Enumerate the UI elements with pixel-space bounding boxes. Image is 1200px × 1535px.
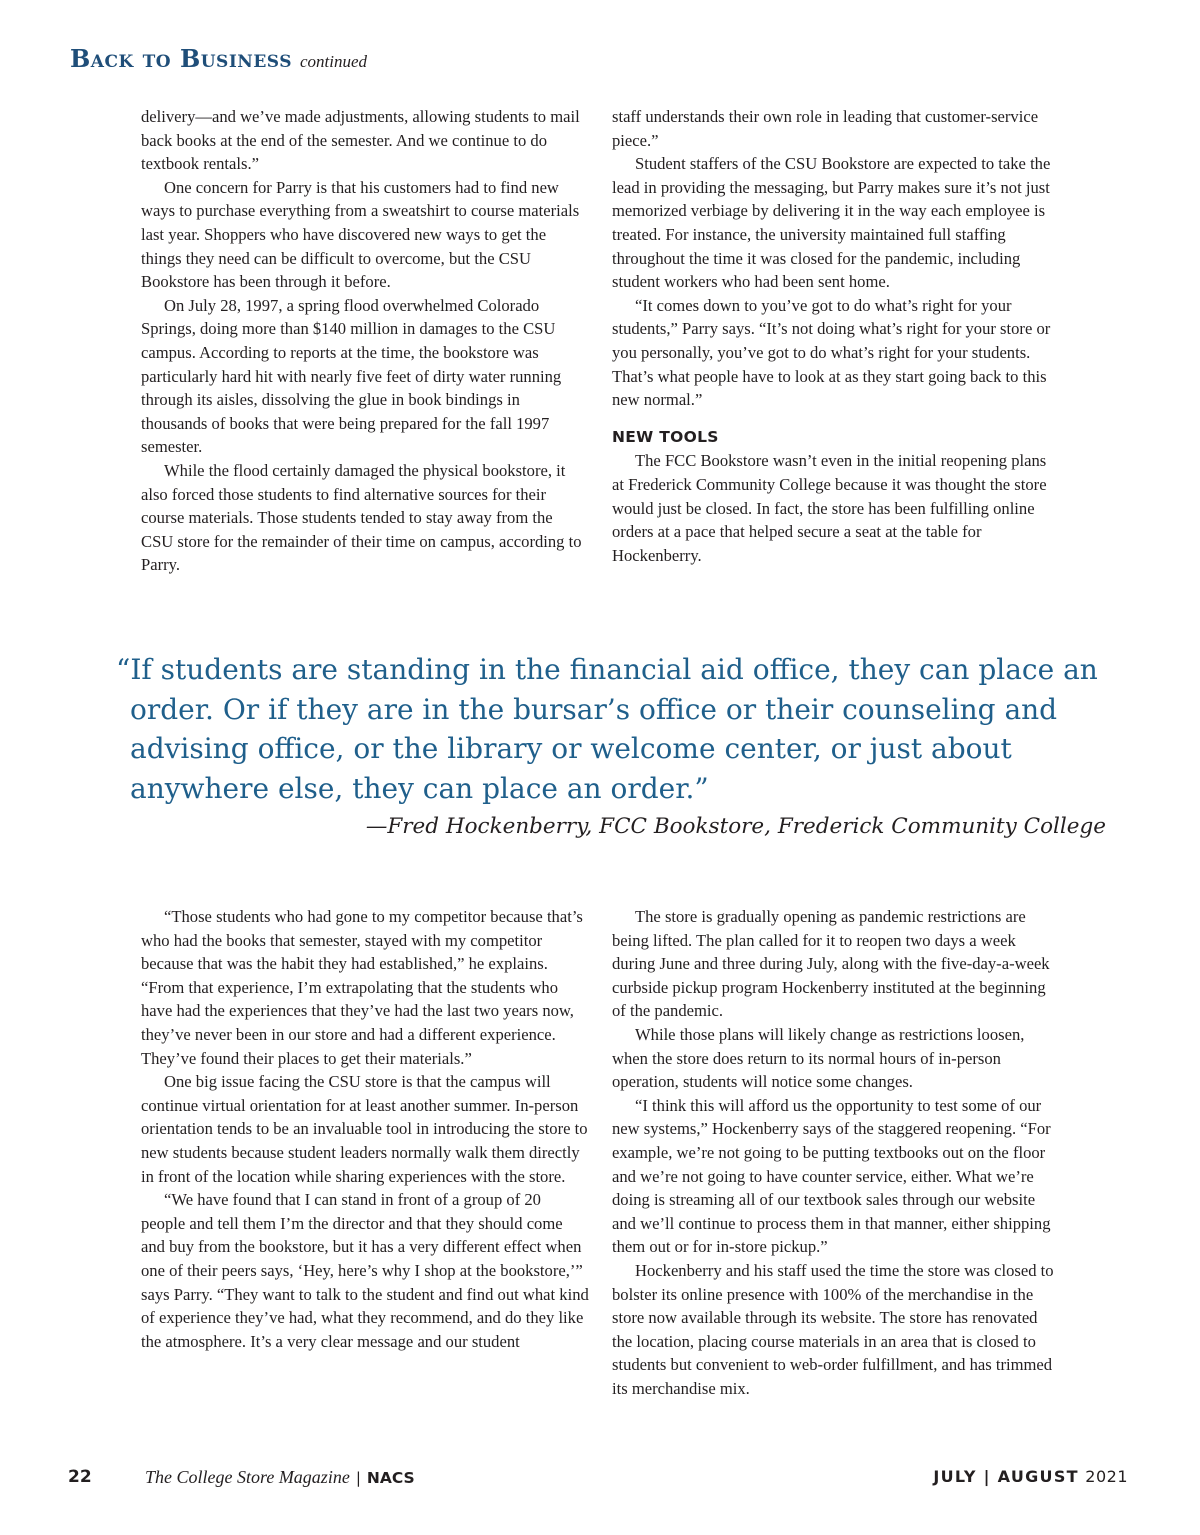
column-bottom-right	[612, 905, 1060, 1400]
continued-label: continued	[299, 52, 368, 71]
issue-date	[933, 1467, 1128, 1486]
section-title: Back to Business	[70, 44, 292, 73]
pull-quote-text: “If students are standing in the financial aid office, they can place an order. Or if they are in the bursar’s office or their counseling and advising office, or the library or welcome center, or just about anywhere else, they can place an order.”	[116, 653, 1098, 805]
issue-year: 2021	[1085, 1467, 1128, 1486]
paragraph: While the flood certainly damaged the physical bookstore, it also forced those students to find alternative sources for their course materials. Those students tended to stay away from the CSU store for the remainder of their time on campus, according to Parry.	[141, 460, 582, 575]
paragraph: “We have found that I can stand in front of a group of 20 people and tell them I’m the director and that they should come and buy from the bookstore, but it has a very different effect when one of their peers says, ‘Hey, here’s why I shop at the bookstore,’” says Parry. “They want to talk to the student and find out what kind of experience they’ve had, what they recommend, and do they like the atmosphere. It’s a very clear message and our student	[141, 1190, 589, 1351]
org-name: NACS	[366, 1469, 415, 1487]
column-top-right-after-paragraphs	[612, 449, 1060, 567]
paragraph: While those plans will likely change as restrictions loosen, when the store does return to its normal hours of in-person operation, students will notice some changes.	[612, 1024, 1025, 1092]
paragraph: One concern for Parry is that his customers had to find new ways to purchase everything from a sweatshirt to course materials last year. Shoppers who have discovered new ways to get the things they need can be difficult to overcome, but the CSU Bookstore has been through it before.	[141, 177, 580, 292]
paragraph: Hockenberry and his staff used the time the store was closed to bolster its online presence with 100% of the merchandise in the store now available through its website. The store has renovated the location, placing course materials in an area that is closed to students but convenient to web-order fulfillment, and has trimmed its merchandise mix.	[612, 1260, 1054, 1398]
paragraph: “Those students who had gone to my competitor because that’s who had the books that semester, stayed with my competitor because that was the habit they had established,” he explains. “From that experience, I’m extrapolating that the students who have had the experiences that they’ve had the last two years now, they’ve never been in our store and had a different experience. They’ve found their places to get their materials.”	[141, 907, 583, 1068]
paragraph: The FCC Bookstore wasn’t even in the initial reopening plans at Frederick Community College because it was thought the store would just be closed. In fact, the store has been fulfilling online orders at a pace that helped secure a seat at the table for Hockenberry.	[612, 451, 1047, 565]
paragraph: On July 28, 1997, a spring flood overwhelmed Colorado Springs, doing more than $140 million in damages to the CSU campus. According to reports at the time, the bookstore was particularly hard hit with nearly five feet of dirty water running through its aisles, dissolving the glue in book bindings in thousands of books that were being prepared for the fall 1997 semester.	[141, 295, 562, 457]
page-number: 22	[68, 1467, 92, 1487]
pull-quote	[112, 650, 1112, 839]
magazine-name: The College Store Magazine	[145, 1467, 350, 1487]
paragraph: The store is gradually opening as pandemic restrictions are being lifted. The plan called for it to reopen two days a week during June and three during July, along with the five-day-a-week curbside pickup program Hockenberry instituted at the beginning of the pandemic.	[612, 907, 1050, 1021]
column-top-right-paragraphs	[612, 105, 1060, 412]
pull-quote-attribution: —Fred Hockenberry, FCC Bookstore, Frederick Community College	[365, 814, 1106, 839]
issue-months: JULY | AUGUST	[933, 1467, 1079, 1486]
footer-separator: |	[355, 1469, 361, 1487]
column-top-left	[141, 105, 589, 577]
page-footer	[68, 1467, 1132, 1493]
paragraph: Student staffers of the CSU Bookstore are expected to take the lead in providing the messaging, but Parry makes sure it’s not just memorized verbiage by delivering it in the way each employee is treated. For instance, the university maintained full staffing throughout the time it was closed for the pandemic, including student workers who had been sent home.	[612, 154, 1051, 292]
paragraph: “I think this will afford us the opportunity to test some of our new systems,” Hockenberry says of the staggered reopening. “For example, we’re not going to be putting textbooks out on the floor and we’re not going to have counter service, either. What we’re doing is streaming all of our textbook sales through our website and we’ll continue to process them in that manner, either shipping them out or for in-store pickup.”	[612, 1095, 1051, 1257]
running-header	[70, 44, 367, 74]
column-top-right	[612, 105, 1060, 567]
magazine-title	[145, 1467, 415, 1488]
paragraph: staff understands their own role in leading that customer-service piece.”	[612, 107, 1039, 150]
paragraph: “It comes down to you’ve got to do what’s right for your students,” Parry says. “It’s not doing what’s right for your store or you personally, you’ve got to do what’s right for your students. That’s what people have to look at as they start going back to this new normal.”	[612, 295, 1051, 410]
paragraph: delivery—and we’ve made adjustments, allowing students to mail back books at the end of the semester. And we continue to do textbook rentals.”	[141, 107, 580, 174]
paragraph: One big issue facing the CSU store is that the campus will continue virtual orientation for at least another summer. In-person orientation tends to be an invaluable tool in introducing the store to new students because student leaders normally walk them directly in front of the location while sharing experiences with the store.	[141, 1072, 588, 1186]
column-bottom-left	[141, 905, 589, 1353]
subheading-new-tools: NEW TOOLS	[612, 427, 719, 446]
